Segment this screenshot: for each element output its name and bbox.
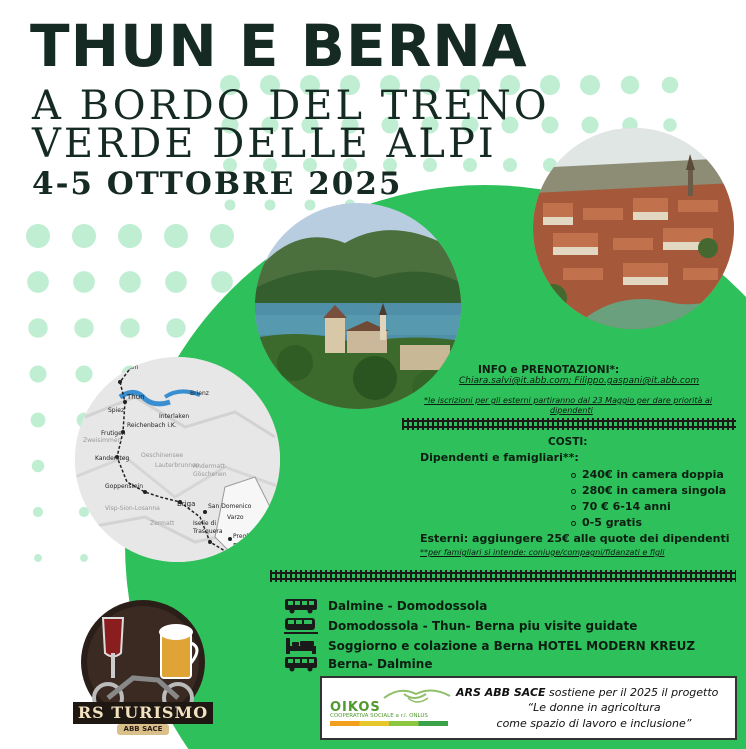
sponsor-org: ARS ABB SACE	[456, 686, 546, 699]
map-label-brienz: Brienz	[190, 390, 209, 397]
bullet-icon	[571, 521, 576, 526]
costs-heading: COSTI:	[548, 436, 588, 448]
map-label-goppenstein: Goppenstein	[105, 483, 144, 490]
sponsor-line1	[456, 686, 732, 699]
map-label-iselle: Iselle di Trasquera	[193, 520, 223, 535]
price-line-4	[571, 516, 642, 529]
itinerary-text: Dalmine - Domodossola	[328, 599, 488, 613]
train-icon	[284, 617, 318, 635]
map-label-briga: Briga	[177, 500, 196, 508]
itinerary-text: Soggiorno e colazione a Berna HOTEL MODERN KREUZ	[328, 639, 696, 653]
title-subtitle-line2: VERDE DELLE ALPI	[32, 121, 497, 167]
decor-dot	[166, 318, 185, 337]
registration-note-line2: dipendenti	[550, 406, 593, 415]
map-label-reichenbach: Reichenbach i.K.	[127, 422, 177, 429]
sponsor-line2: “Le donne in agricoltura	[527, 701, 661, 714]
event-dates: 4-5 OTTOBRE 2025	[32, 166, 403, 202]
railway-divider	[270, 570, 736, 582]
route-map	[75, 357, 280, 562]
decor-dot	[28, 318, 47, 337]
map-label-andermatt: Andermatt-Göschenen	[193, 463, 228, 478]
decor-dot	[118, 224, 142, 248]
bullet-icon	[571, 505, 576, 510]
map-label-san-domenico: San Domenico	[208, 503, 252, 510]
itinerary-item	[284, 637, 695, 655]
itinerary-item	[284, 597, 487, 615]
costs-footnote: **per famigliari si intende: coniuge/compagni/fidanzati e figli	[420, 548, 665, 557]
map-label-interlaken: Interlaken	[159, 413, 190, 420]
sponsor-line3: come spazio di lavoro e inclusione”	[496, 717, 692, 730]
decor-dot	[34, 554, 42, 562]
bus-icon	[284, 598, 318, 614]
price-line-2	[571, 484, 726, 497]
title-subtitle-line1: A BORDO DEL TRENO	[32, 83, 550, 129]
costs-employees: Dipendenti e famigliari**:	[420, 451, 579, 464]
logo-subtitle: ABB SACE	[123, 725, 163, 733]
itinerary-text: Domodossola - Thun- Berna piu visite guidate	[328, 619, 638, 633]
map-label-kandersteg: Kandersteg	[95, 455, 130, 462]
decor-dot	[74, 318, 93, 337]
registration-note-line1: *le iscrizioni per gli esterni partiranno dal 23 Maggio per dare priorità ai	[424, 396, 713, 405]
map-label-frutigen: Frutigen	[101, 430, 126, 437]
contact-emails[interactable]: Chiara.salvi@it.abb.com; Filippo.gaspani@it.abb.com	[459, 376, 700, 386]
decor-dot	[164, 224, 188, 248]
sponsor-box	[320, 676, 737, 740]
decor-dot	[210, 224, 234, 248]
price-line-1	[571, 468, 724, 481]
decor-dot	[73, 271, 95, 293]
map-label-oeschinensee: Oeschinensee	[141, 452, 184, 459]
price-line-3	[571, 500, 671, 513]
decor-dot	[119, 271, 141, 293]
bullet-icon	[571, 489, 576, 494]
oikos-color-bar	[330, 721, 448, 726]
decor-dot	[165, 271, 187, 293]
bern-city-photo	[533, 128, 734, 329]
map-label-zweisimmen: Zweisimmen	[83, 437, 122, 444]
decor-dot	[663, 118, 677, 132]
map-label-thun: Thun	[127, 393, 145, 401]
decor-dot	[582, 117, 599, 134]
oikos-name: OIKOS	[330, 700, 381, 715]
decor-dot	[120, 318, 139, 337]
decor-dot	[72, 224, 96, 248]
map-label-domo: Do	[233, 542, 243, 550]
price-text: 0-5 gratis	[582, 516, 643, 529]
decor-dot	[31, 413, 46, 428]
decor-dot	[27, 271, 49, 293]
itinerary-text: Berna- Dalmine	[328, 657, 433, 671]
decor-dot	[29, 365, 46, 382]
railway-divider	[402, 418, 736, 430]
decor-dot	[580, 75, 600, 95]
map-label-lauterbrunnen: Lauterbrunnen	[155, 462, 200, 469]
oikos-subtitle: COOPERATIVA SOCIALE a r.l. ONLUS	[330, 713, 428, 719]
price-text: 240€ in camera doppia	[582, 468, 724, 481]
title-main: THUN E BERNA	[30, 12, 528, 80]
decor-dot	[621, 76, 640, 95]
map-label-top: gen	[127, 364, 139, 371]
price-text: 280€ in camera singola	[582, 484, 727, 497]
handshake-icon	[382, 682, 452, 710]
decor-dot	[503, 158, 517, 172]
spiez-castle-photo	[255, 203, 461, 409]
decor-dot	[662, 77, 679, 94]
map-label-zermatt: Zermatt	[150, 520, 175, 527]
itinerary-item	[284, 655, 432, 673]
bullet-icon	[571, 473, 576, 478]
costs-externals: Esterni: aggiungere 25€ alle quote dei dipendenti	[420, 532, 730, 545]
sponsor-text: sostiene per il 2025 il progetto	[545, 686, 719, 699]
info-heading: INFO e PRENOTAZIONI*:	[478, 364, 620, 376]
rs-turismo-logo	[73, 598, 213, 738]
decor-dot	[26, 224, 50, 248]
map-label-preglia: Preglia	[233, 533, 254, 540]
decor-dot	[33, 507, 43, 517]
price-text: 70 € 6-14 anni	[582, 500, 671, 513]
bus-icon	[284, 656, 318, 672]
map-label-spiez: Spiez	[108, 407, 125, 414]
itinerary-item	[284, 617, 637, 635]
map-label-visp: Visp-Sion-Losanna	[105, 505, 160, 512]
map-label-varzo: Varzo	[227, 514, 244, 521]
logo-name: RS TURISMO	[77, 703, 209, 722]
bed-icon	[284, 637, 318, 655]
decor-dot	[32, 460, 45, 473]
